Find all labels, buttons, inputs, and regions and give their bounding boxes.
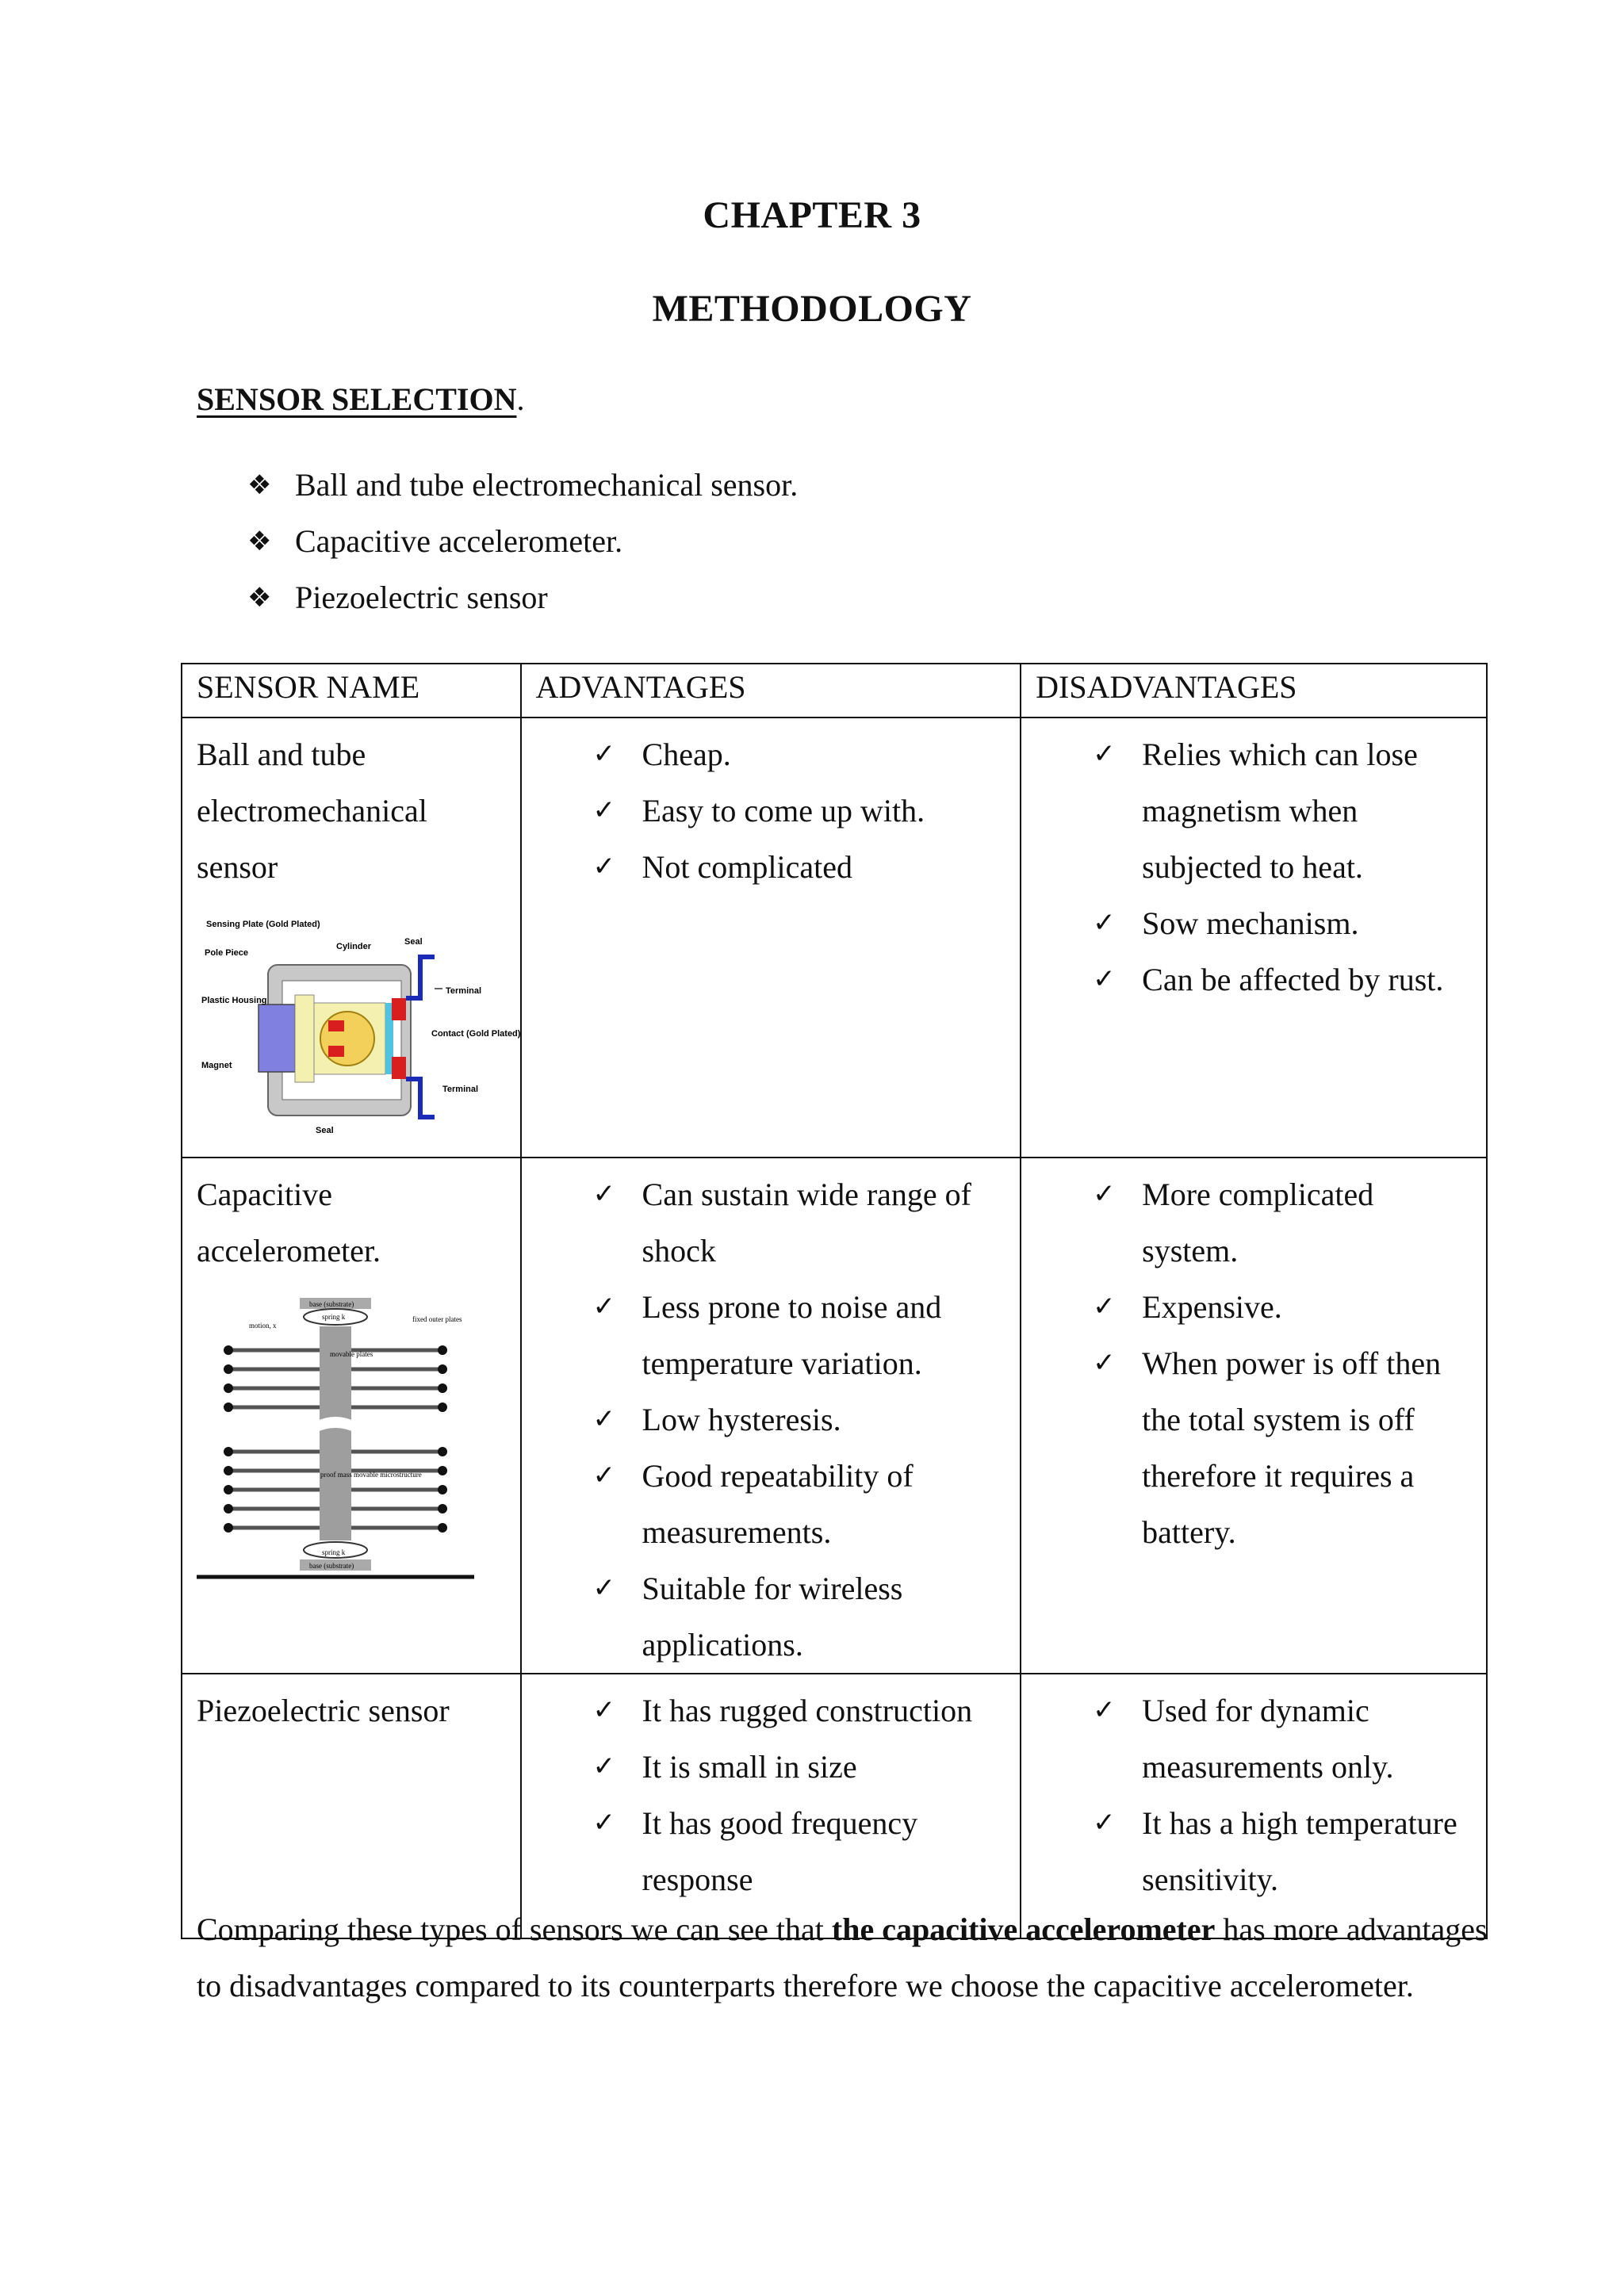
diamond-bullet-icon: ❖: [247, 469, 272, 501]
list-item-text: Not complicated: [642, 849, 852, 885]
sensor-name-cell: [182, 1674, 521, 1938]
capacitive-accelerometer-diagram: [197, 1295, 474, 1580]
table-row: [182, 1674, 1487, 1938]
checkmark-icon: ✓: [1093, 1347, 1116, 1379]
figure-label: base (substrate): [309, 1562, 354, 1570]
checkmark-icon: ✓: [592, 1572, 616, 1604]
figure-label: motion, x: [249, 1322, 277, 1330]
conclusion-text-before: Comparing these types of sensors we can see that: [197, 1911, 832, 1947]
finger-terminal-shape: [224, 1485, 233, 1494]
table-header-advantages: ADVANTAGES: [521, 664, 1021, 718]
proof-mass-shape: [320, 1326, 351, 1540]
figure-label: Seal: [404, 937, 423, 947]
list-item: [593, 1795, 1006, 1908]
finger-terminal-shape: [224, 1504, 233, 1513]
list-item-text: Low hysteresis.: [642, 1402, 841, 1437]
checkmark-icon: ✓: [1093, 1807, 1116, 1839]
checkmark-icon: ✓: [592, 1403, 616, 1435]
list-item: [593, 1448, 1006, 1560]
diamond-bullet-icon: ❖: [247, 526, 272, 557]
checkmark-icon: ✓: [592, 794, 616, 826]
list-item: [1093, 1166, 1472, 1279]
figure-label: Terminal: [442, 1085, 479, 1094]
checkmark-icon: ✓: [592, 738, 616, 770]
sensor-name: Ball and tube electromechanical sensor: [197, 737, 427, 885]
checkmark-icon: ✓: [592, 1694, 616, 1726]
list-item: [593, 1166, 1006, 1279]
list-item: [1093, 1682, 1472, 1795]
checkmark-icon: ✓: [1093, 1291, 1116, 1322]
page-title: METHODOLOGY: [652, 288, 972, 330]
list-item-text: Sow mechanism.: [1142, 905, 1359, 941]
checkmark-icon: ✓: [592, 851, 616, 882]
list-item: [593, 783, 1006, 839]
advantages-list: [536, 1166, 1006, 1673]
sensor-name: Capacitive accelerometer.: [197, 1177, 381, 1269]
list-item: [1093, 895, 1472, 951]
conclusion-paragraph: [197, 1901, 1497, 2014]
list-item-text: Capacitive accelerometer.: [295, 523, 623, 559]
checkmark-icon: ✓: [592, 1178, 616, 1210]
list-item: [593, 839, 1006, 895]
list-item: [247, 574, 798, 630]
checkmark-icon: ✓: [592, 1460, 616, 1491]
disadvantages-list: [1036, 1166, 1472, 1560]
conclusion-emphasis: the capacitive accelerometer: [831, 1911, 1216, 1947]
list-item-text: Expensive.: [1142, 1289, 1282, 1325]
list-item-text: Less prone to noise and temperature variation.: [642, 1289, 942, 1381]
sensor-name-cell: [182, 718, 521, 1158]
checkmark-icon: ✓: [592, 1807, 616, 1839]
checkmark-icon: ✓: [1093, 1178, 1116, 1210]
table-row: [182, 718, 1487, 1158]
finger-terminal-shape: [438, 1466, 447, 1475]
list-item: [593, 1279, 1006, 1391]
checkmark-icon: ✓: [1093, 907, 1116, 939]
finger-terminal-shape: [438, 1345, 447, 1355]
list-item-text: Relies which can lose magnetism when subjected to heat.: [1142, 737, 1418, 885]
finger-terminal-shape: [224, 1364, 233, 1374]
magnet-shape: [259, 1004, 295, 1072]
chapter-heading: CHAPTER 3: [703, 194, 921, 236]
finger-terminal-shape: [438, 1504, 447, 1513]
sensor-name-cell: [182, 1158, 521, 1674]
list-item-text: Good repeatability of measurements.: [642, 1458, 914, 1550]
list-item-text: Used for dynamic measurements only.: [1142, 1693, 1394, 1785]
finger-terminal-shape: [224, 1383, 233, 1393]
finger-terminal-shape: [438, 1485, 447, 1494]
list-item-text: Piezoelectric sensor: [295, 580, 548, 615]
contact-inner-lower-shape: [328, 1046, 344, 1057]
section-title: SENSOR SELECTION: [197, 381, 517, 417]
disadvantages-list: [1036, 726, 1472, 1008]
list-item: [1093, 1279, 1472, 1335]
fixed-plates-right: [351, 1345, 447, 1533]
list-item-text: Can sustain wide range of shock: [642, 1177, 971, 1269]
list-item-text: Suitable for wireless applications.: [642, 1571, 903, 1663]
list-item: [1093, 951, 1472, 1008]
figure-label: Seal: [316, 1126, 334, 1135]
finger-terminal-shape: [438, 1447, 447, 1456]
comparison-table: [181, 663, 1488, 1939]
table-header-sensor-name: SENSOR NAME: [182, 664, 521, 718]
list-item: [1093, 726, 1472, 895]
list-item-text: Cheap.: [642, 737, 731, 772]
figure-label: Cylinder: [336, 942, 372, 951]
figure-label: proof mass movable microstructure: [320, 1471, 422, 1479]
list-item: [247, 518, 798, 574]
figure-label: spring k: [322, 1313, 346, 1321]
ball-tube-sensor-diagram: [197, 909, 521, 1139]
figure-label: Plastic Housing: [201, 996, 267, 1005]
list-item-text: When power is off then the total system is off therefore it requires a battery.: [1142, 1345, 1442, 1550]
table-header-disadvantages: DISADVANTAGES: [1021, 664, 1487, 718]
list-item: [593, 1739, 1006, 1795]
diamond-bullet-icon: ❖: [247, 582, 272, 614]
list-item-text: Can be affected by rust.: [1142, 962, 1444, 997]
conclusion-text-after: has more advantages to disadvantages compared to its counterparts therefore we choose the capacitive accelerometer.: [197, 1911, 1488, 2003]
advantages-cell: [521, 1674, 1021, 1938]
contact-upper-shape: [392, 998, 406, 1020]
sensor-name: Piezoelectric sensor: [197, 1693, 450, 1728]
finger-terminal-shape: [224, 1523, 233, 1533]
list-item: [247, 461, 798, 518]
advantages-cell: [521, 1158, 1021, 1674]
finger-terminal-shape: [224, 1345, 233, 1355]
checkmark-icon: ✓: [1093, 963, 1116, 995]
advantages-cell: [521, 718, 1021, 1158]
pole-piece-shape: [295, 995, 314, 1082]
finger-terminal-shape: [438, 1364, 447, 1374]
checkmark-icon: ✓: [1093, 738, 1116, 770]
section-heading: [197, 381, 524, 418]
list-item: [593, 1391, 1006, 1448]
disadvantages-cell: [1021, 718, 1487, 1158]
sensor-bullet-list: [247, 461, 798, 630]
figure-label: Magnet: [201, 1061, 232, 1070]
fixed-plates-left: [224, 1345, 320, 1533]
finger-terminal-shape: [224, 1466, 233, 1475]
section-trailing-punctuation: .: [516, 381, 525, 417]
checkmark-icon: ✓: [592, 1291, 616, 1322]
list-item: [1093, 1795, 1472, 1908]
finger-terminal-shape: [438, 1402, 447, 1412]
finger-terminal-shape: [224, 1447, 233, 1456]
list-item-text: Easy to come up with.: [642, 793, 925, 828]
list-item-text: Ball and tube electromechanical sensor.: [295, 467, 799, 503]
list-item: [593, 1682, 1006, 1739]
figure-label: fixed outer plates: [412, 1315, 462, 1323]
disadvantages-cell: [1021, 1674, 1487, 1938]
figure-label: movable plates: [330, 1350, 373, 1358]
figure-label: Terminal: [446, 986, 482, 996]
list-item: [593, 726, 1006, 783]
figure-label: spring k: [322, 1548, 346, 1556]
finger-terminal-shape: [438, 1383, 447, 1393]
list-item-text: It is small in size: [642, 1749, 857, 1785]
figure-label: Pole Piece: [205, 948, 249, 958]
disadvantages-cell: [1021, 1158, 1487, 1674]
finger-terminal-shape: [438, 1523, 447, 1533]
table-row: [182, 1158, 1487, 1674]
figure-label: base (substrate): [309, 1300, 354, 1308]
advantages-list: [536, 726, 1006, 895]
advantages-list: [536, 1682, 1006, 1908]
table-header-row: [182, 664, 1487, 718]
figure-label: Contact (Gold Plated): [431, 1029, 521, 1039]
checkmark-icon: ✓: [592, 1751, 616, 1782]
list-item-text: More complicated system.: [1142, 1177, 1374, 1269]
checkmark-icon: ✓: [1093, 1694, 1116, 1726]
finger-terminal-shape: [224, 1402, 233, 1412]
figure-label: Sensing Plate (Gold Plated): [206, 920, 320, 929]
ball-shape: [320, 1012, 374, 1066]
list-item-text: It has good frequency response: [642, 1805, 918, 1897]
disadvantages-list: [1036, 1682, 1472, 1908]
list-item: [1093, 1335, 1472, 1560]
list-item-text: It has rugged construction: [642, 1693, 973, 1728]
list-item: [593, 1560, 1006, 1673]
contact-lower-shape: [392, 1057, 406, 1079]
list-item-text: It has a high temperature sensitivity.: [1142, 1805, 1457, 1897]
contact-inner-upper-shape: [328, 1020, 344, 1031]
